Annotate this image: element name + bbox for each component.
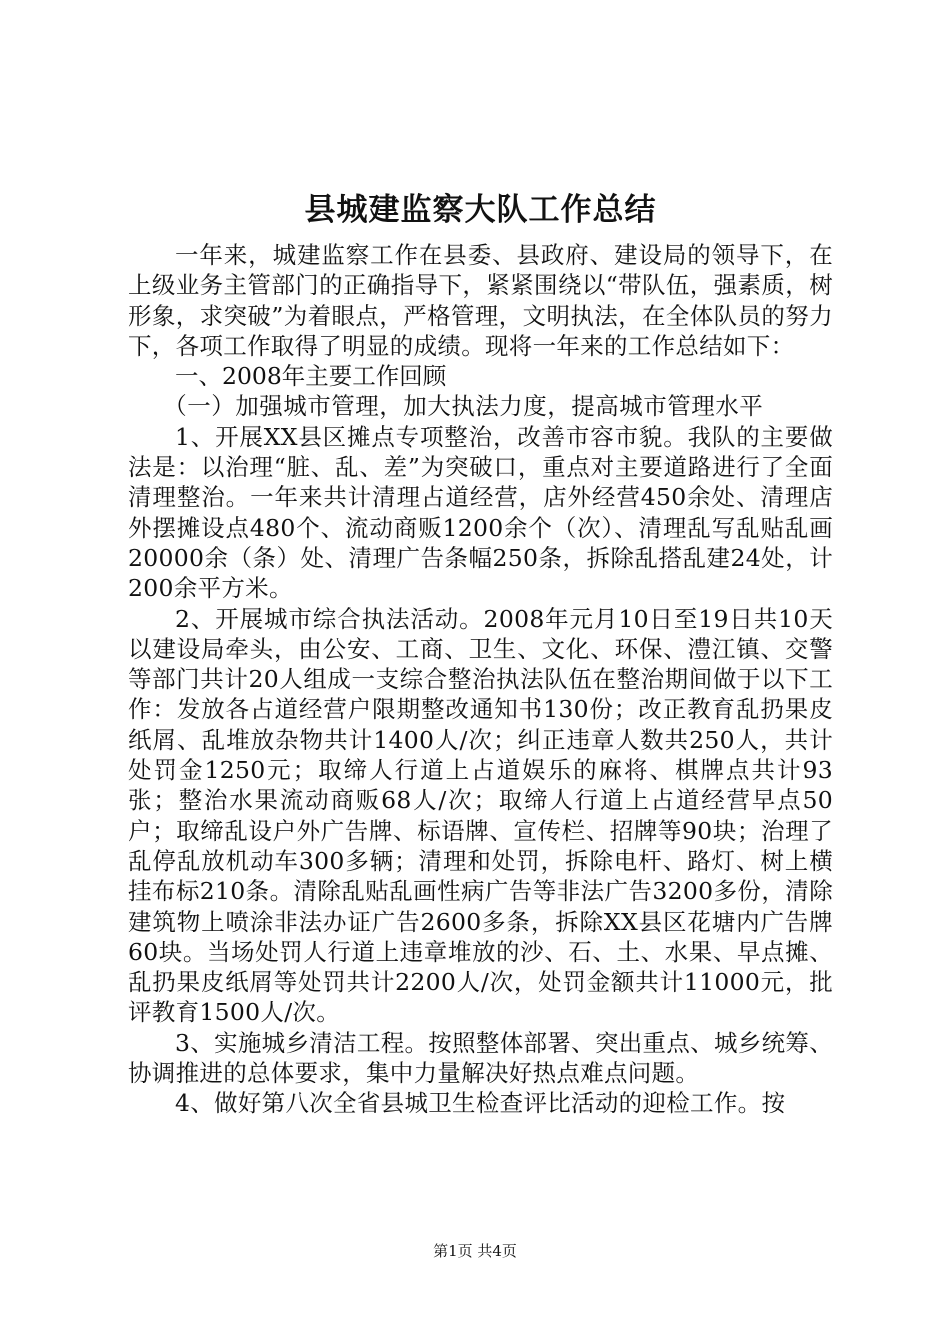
item-paragraph-3: 3、实施城乡清洁工程。按照整体部署、突出重点、城乡统筹、协调推进的总体要求，集中力量解决好热点难点问题。 bbox=[128, 1028, 833, 1088]
subsection-heading: （一）加强城市管理，加大执法力度，提高城市管理水平 bbox=[163, 392, 764, 421]
document-title: 县城建监察大队工作总结 bbox=[304, 192, 657, 228]
page-footer: 第1页 共4页 bbox=[433, 1242, 517, 1260]
item-paragraph-4: 4、做好第八次全省县城卫生检查评比活动的迎检工作。按 bbox=[175, 1089, 786, 1118]
item-paragraph-2: 2、开展城市综合执法活动。2008年元月10日至19日共10天以建设局牵头，由公安、工商、卫生、文化、环保、澧江镇、交警等部门共计20人组成一支综合整治执法队伍在整治期间做于以下工作：发放各占道经营户限期整改通知书130份；改正教育乱扔果皮纸屑、乱堆放杂物共计1400人/次；纠正违章人数共250人，共计处罚金1250元；取缔人行道上占道娱乐的麻将、棋牌点共计93张；整治水果流动商贩68人/次；取缔人行道上占道经营早点50户；取缔乱设户外广告牌、标语牌、宣传栏、招牌等90块；治理了乱停乱放机动车300多辆；清理和处罚，拆除电杆、路灯、树上横挂布标210条。清除乱贴乱画性病广告等非法广告3200多份，清除建筑物上喷涂非法办证广告2600多条，拆除XX县区花塘内广告牌60块。当场处罚人行道上违章堆放的沙、石、土、水果、早点摊、乱扔果皮纸屑等处罚共计2200人/次，处罚金额共计11000元，批评教育1500人/次。 bbox=[128, 604, 833, 1027]
item-paragraph-1: 1、开展XX县区摊点专项整治，改善市容市貌。我队的主要做法是：以治理“脏、乱、差”为突破口，重点对主要道路进行了全面清理整治。一年来共计清理占道经营，店外经营450余处、清理店外摆摊设点480个、流动商贩1200余个（次）、清理乱写乱贴乱画20000余（条）处、清理广告条幅250条，拆除乱搭乱建24处，计200余平方米。 bbox=[128, 422, 833, 603]
section-heading: 一、2008年主要工作回顾 bbox=[175, 362, 447, 391]
intro-paragraph: 一年来，城建监察工作在县委、县政府、建设局的领导下，在上级业务主管部门的正确指导下，紧紧围绕以“带队伍，强素质，树形象，求突破”为着眼点，严格管理，文明执法，在全体队员的努力下，各项工作取得了明显的成绩。现将一年来的工作总结如下： bbox=[128, 241, 833, 360]
document-page bbox=[128, 190, 833, 1119]
